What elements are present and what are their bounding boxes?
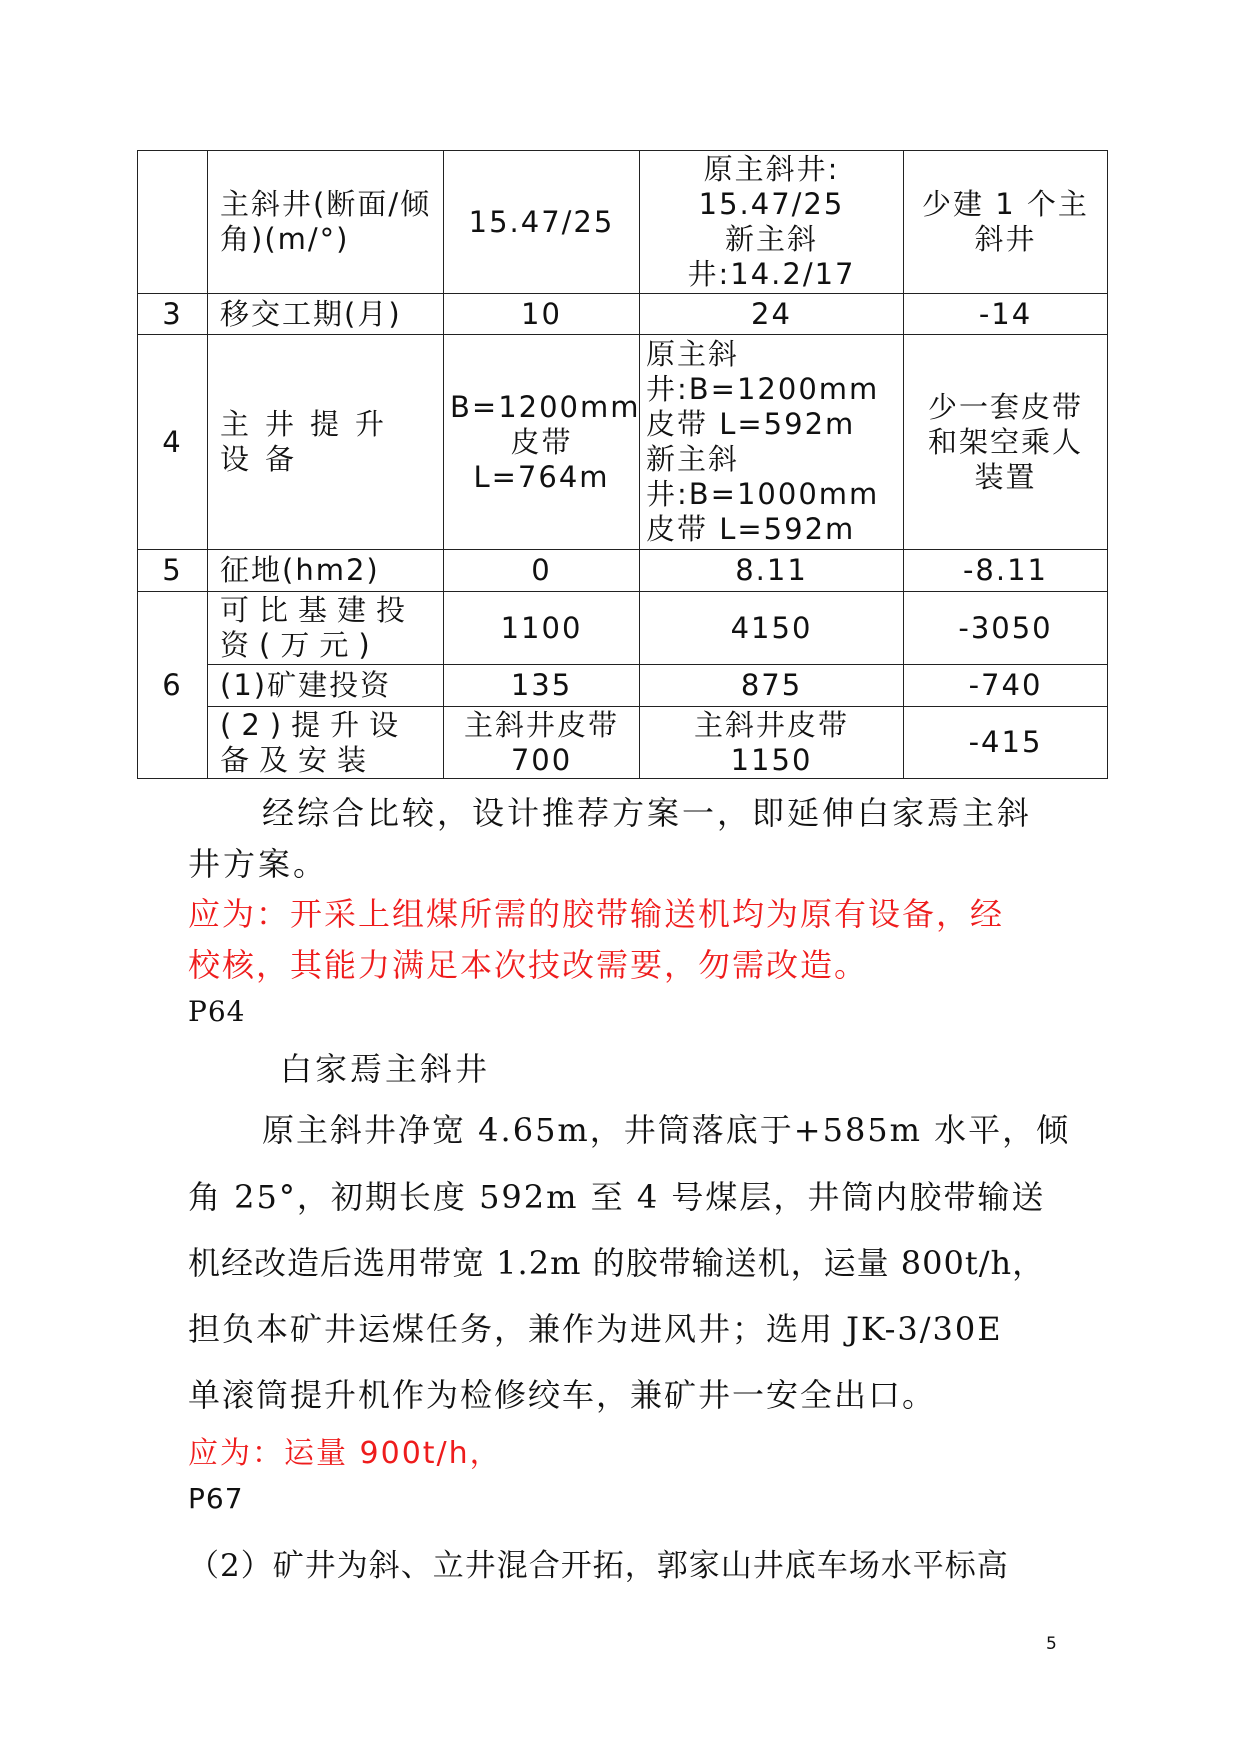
row-scheme-a: 15.47/25 bbox=[444, 151, 640, 294]
row-scheme-a: 135 bbox=[444, 665, 640, 707]
cell-line: 井:B=1000mm bbox=[646, 477, 880, 511]
body-line: 担负本矿井运煤任务，兼作为进风井；选用 JK-3/30E bbox=[188, 1310, 1003, 1348]
row-item: 主斜井(断面/倾角)(m/°) bbox=[208, 151, 444, 294]
table-row bbox=[138, 550, 1108, 592]
row-item: 可比基建投资(万元) bbox=[208, 592, 444, 665]
row-scheme-b: 4150 bbox=[640, 592, 904, 665]
row-item: (2)提升设备及安装 bbox=[208, 707, 444, 779]
row-diff: -740 bbox=[904, 665, 1108, 707]
table-row bbox=[138, 592, 1108, 665]
body-line: 单滚筒提升机作为检修绞车，兼矿井一安全出口。 bbox=[188, 1376, 937, 1414]
row-scheme-b bbox=[640, 151, 904, 294]
row-diff: 少建 1 个主斜井 bbox=[904, 151, 1108, 294]
table-row bbox=[138, 665, 1108, 707]
row-diff: -8.11 bbox=[904, 550, 1108, 592]
cell-line: 新主斜 bbox=[724, 222, 818, 256]
cell-line: 皮带 L=592m bbox=[646, 512, 856, 546]
row-diff: -415 bbox=[904, 707, 1108, 779]
row-no: 6 bbox=[138, 592, 208, 779]
table-row bbox=[138, 707, 1108, 779]
row-scheme-a: 主斜井皮带 700 bbox=[444, 707, 640, 779]
row-item: 主井提升设备 bbox=[208, 335, 444, 550]
body-line: 机经改造后选用带宽 1.2m 的胶带输送机，运量 800t/h， bbox=[188, 1244, 1046, 1282]
page-number: 5 bbox=[1046, 1634, 1057, 1654]
section-heading: 白家焉主斜井 bbox=[280, 1050, 491, 1088]
row-no: 3 bbox=[138, 294, 208, 335]
comparison-table bbox=[137, 150, 1108, 779]
cell-line: 15.47/25 bbox=[698, 187, 845, 221]
conclusion-line-1: 经综合比较，设计推荐方案一，即延伸白家焉主斜 bbox=[262, 794, 1033, 832]
cell-line: 皮带 bbox=[510, 424, 573, 459]
cell-line: 1150 bbox=[730, 742, 813, 777]
table-row bbox=[138, 294, 1108, 335]
row-item: (1)矿建投资 bbox=[208, 665, 444, 707]
row-scheme-a bbox=[444, 335, 640, 550]
row-item: 移交工期(月) bbox=[208, 294, 444, 335]
row-diff: 少一套皮带和架空乘人装置 bbox=[904, 335, 1108, 550]
row-no: 4 bbox=[138, 335, 208, 550]
cell-line: 皮带 L=592m bbox=[646, 407, 856, 441]
row-scheme-b bbox=[640, 335, 904, 550]
page-reference: P67 bbox=[188, 1482, 244, 1515]
cell-line: 井:14.2/17 bbox=[687, 257, 856, 291]
correction-text: 应为：运量 900t/h， bbox=[188, 1436, 502, 1471]
table-row bbox=[138, 335, 1108, 550]
table-row bbox=[138, 151, 1108, 294]
row-scheme-b bbox=[640, 707, 904, 779]
conclusion-line-2: 井方案。 bbox=[188, 845, 329, 883]
row-scheme-b: 8.11 bbox=[640, 550, 904, 592]
row-scheme-b: 24 bbox=[640, 294, 904, 335]
body-line: 角 25°，初期长度 592m 至 4 号煤层，井筒内胶带输送 bbox=[188, 1178, 1046, 1216]
cell-line: B=1200mm bbox=[450, 389, 641, 424]
row-no: 5 bbox=[138, 550, 208, 592]
row-scheme-a: 0 bbox=[444, 550, 640, 592]
row-item: 征地(hm2) bbox=[208, 550, 444, 592]
correction-text: 应为：开采上组煤所需的胶带输送机均为原有设备，经 bbox=[188, 895, 1005, 933]
row-diff: -3050 bbox=[904, 592, 1108, 665]
correction-text: 校核，其能力满足本次技改需要，勿需改造。 bbox=[188, 946, 869, 984]
row-diff: -14 bbox=[904, 294, 1108, 335]
cell-line: 原主斜 bbox=[646, 337, 740, 371]
cell-line: L=764m bbox=[473, 459, 610, 494]
row-scheme-a: 1100 bbox=[444, 592, 640, 665]
row-scheme-a: 10 bbox=[444, 294, 640, 335]
cell-line: 新主斜 bbox=[646, 442, 740, 476]
body-line: （2）矿井为斜、立井混合开拓，郭家山井底车场水平标高 bbox=[188, 1548, 1009, 1584]
cell-line: 原主斜井: bbox=[703, 152, 840, 186]
cell-line: 井:B=1200mm bbox=[646, 372, 880, 406]
row-no bbox=[138, 151, 208, 294]
body-line: 原主斜井净宽 4.65m，井筒落底于+585m 水平，倾 bbox=[262, 1111, 1071, 1149]
cell-line: 主斜井皮带 bbox=[693, 707, 849, 742]
row-scheme-b: 875 bbox=[640, 665, 904, 707]
page-reference: P64 bbox=[188, 995, 246, 1028]
